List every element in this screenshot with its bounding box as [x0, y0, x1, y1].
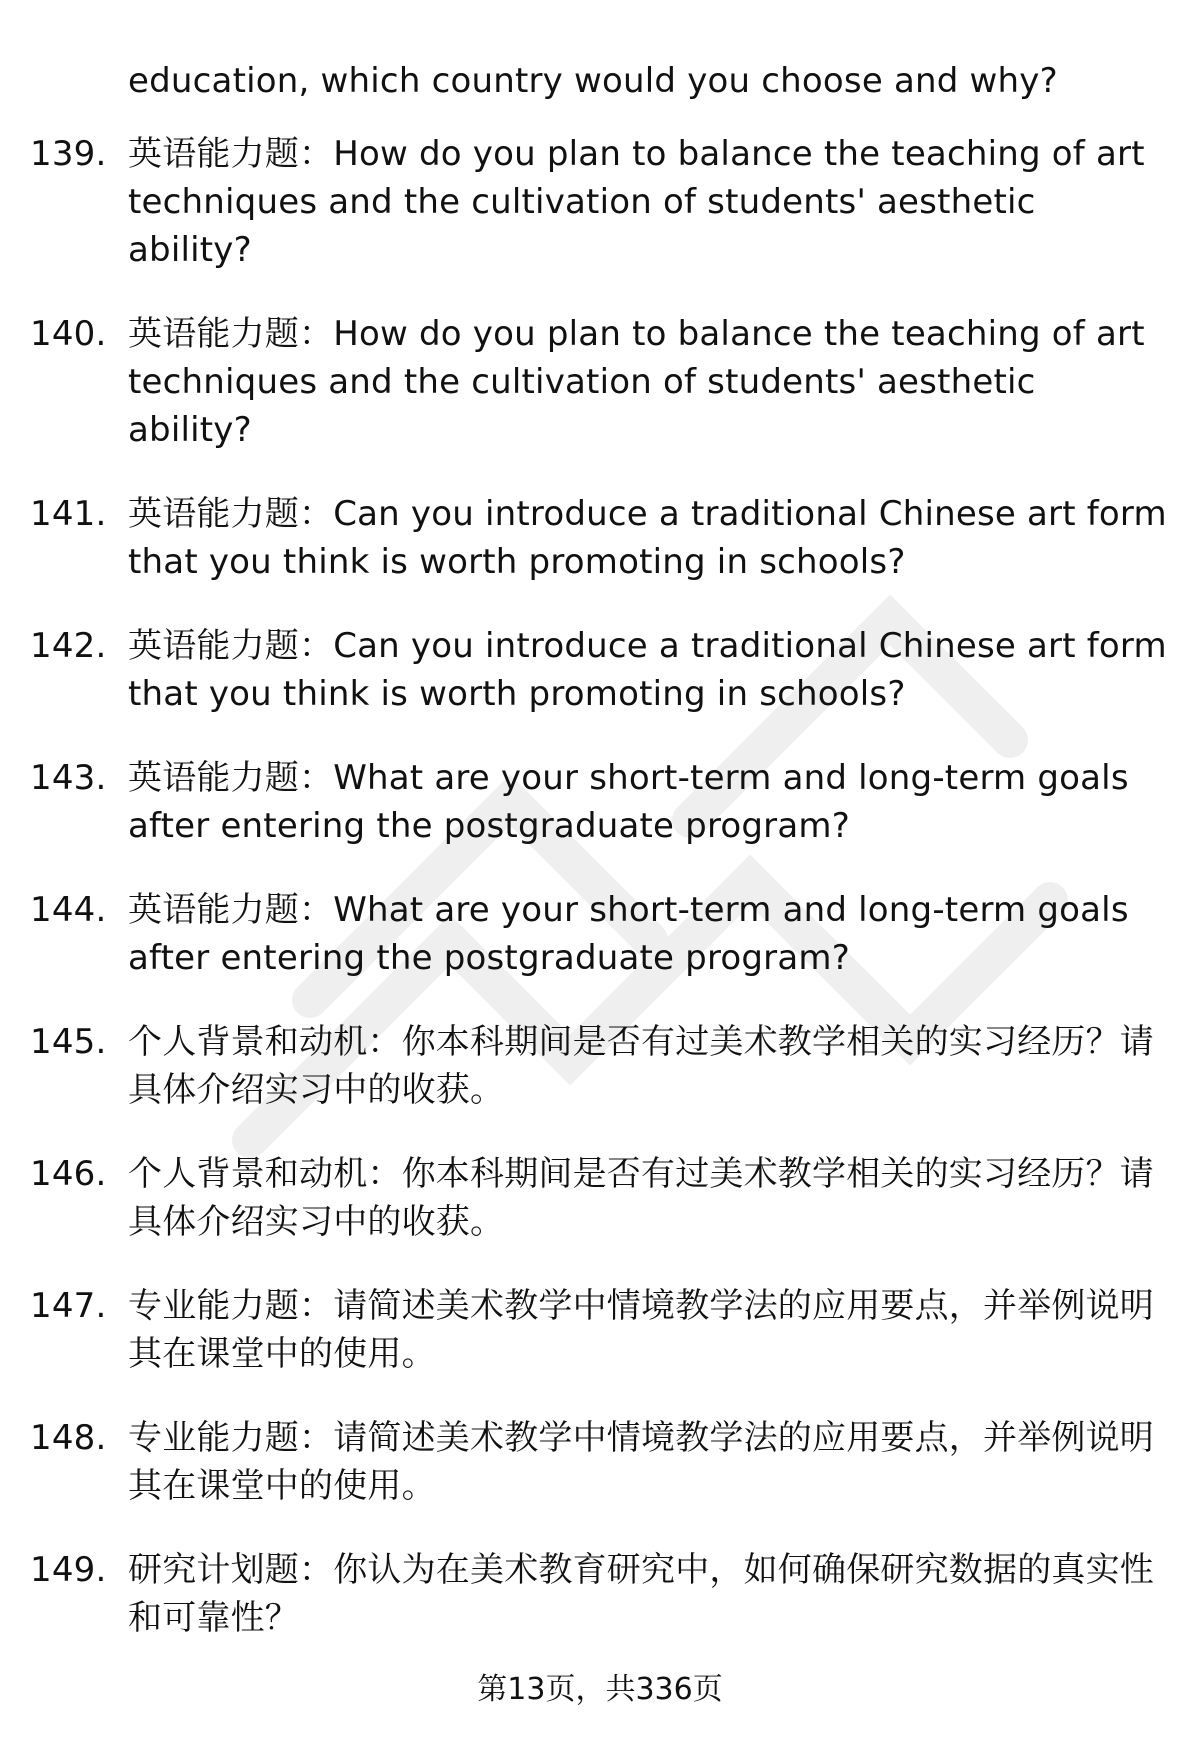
question-text: 研究计划题：你认为在美术教育研究中，如何确保研究数据的真实性和可靠性？ [128, 1550, 1154, 1638]
list-item [30, 130, 1170, 274]
question-text: 个人背景和动机：你本科期间是否有过美术教学相关的实习经历？请具体介绍实习中的收获。 [128, 1022, 1154, 1110]
question-number: 142. [30, 626, 107, 666]
question-text: 英语能力题：Can you introduce a traditional Chinese art form that you think is worth promoting in schools? [128, 494, 1167, 582]
question-text: 专业能力题：请简述美术教学中情境教学法的应用要点，并举例说明其在课堂中的使用。 [128, 1418, 1154, 1506]
question-number: 146. [30, 1154, 107, 1194]
question-text: 专业能力题：请简述美术教学中情境教学法的应用要点，并举例说明其在课堂中的使用。 [128, 1286, 1154, 1374]
question-text: 英语能力题：What are your short-term and long-term goals after entering the postgraduate program? [128, 758, 1129, 846]
question-number: 149. [30, 1550, 107, 1590]
question-number: 145. [30, 1022, 107, 1062]
question-number: 141. [30, 494, 107, 534]
question-number: 139. [30, 134, 107, 174]
question-number: 148. [30, 1418, 107, 1458]
question-number: 144. [30, 890, 107, 930]
list-item [30, 1282, 1170, 1378]
list-item [30, 754, 1170, 850]
list-item [30, 1546, 1170, 1642]
list-item [30, 1150, 1170, 1246]
question-text: 个人背景和动机：你本科期间是否有过美术教学相关的实习经历？请具体介绍实习中的收获。 [128, 1154, 1154, 1242]
list-item [30, 1018, 1170, 1114]
question-number: 140. [30, 314, 107, 354]
list-item [30, 490, 1170, 586]
continuation-text: education, which country would you choose and why? [128, 61, 1058, 101]
page-number-label: 第13页，共336页 [477, 1672, 723, 1707]
list-item [30, 886, 1170, 982]
question-text: 英语能力题：How do you plan to balance the teaching of art techniques and the cultivation of students' aesthetic ability? [128, 134, 1145, 270]
list-item [30, 622, 1170, 718]
list-item [30, 1414, 1170, 1510]
question-text: 英语能力题：What are your short-term and long-term goals after entering the postgraduate program? [128, 890, 1129, 978]
list-item [30, 310, 1170, 454]
page-footer [0, 1670, 1200, 1710]
question-text: 英语能力题：Can you introduce a traditional Chinese art form that you think is worth promoting in schools? [128, 626, 1167, 714]
question-number: 147. [30, 1286, 107, 1326]
question-text: 英语能力题：How do you plan to balance the teaching of art techniques and the cultivation of students' aesthetic ability? [128, 314, 1145, 450]
question-number: 143. [30, 758, 107, 798]
